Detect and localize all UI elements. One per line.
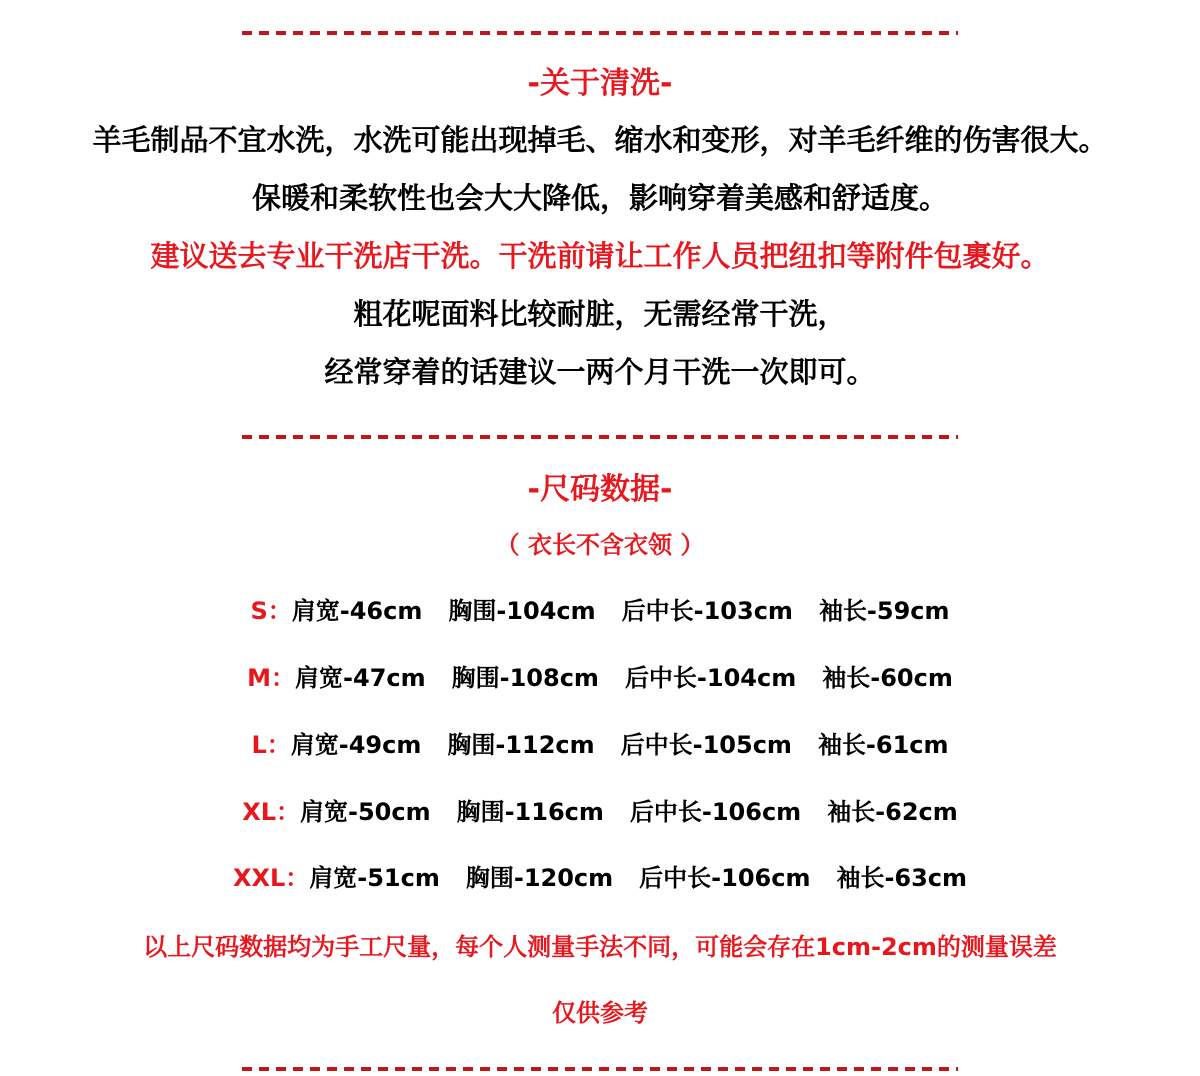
size-label: XXL：	[232, 864, 310, 892]
wash-line-3: 建议送去专业干洗店干洗。干洗前请让工作人员把纽扣等附件包裹好。	[150, 239, 1050, 273]
divider-top	[0, 14, 1200, 40]
reference-note: 仅供参考	[552, 999, 648, 1027]
divider-middle	[0, 418, 1200, 444]
sleeve-value: 袖长-63cm	[836, 864, 968, 892]
size-row-s	[0, 591, 1200, 626]
shoulder-value: 肩宽-49cm	[290, 731, 422, 759]
sleeve-value: 袖长-60cm	[822, 664, 953, 692]
chest-value: 胸围-112cm	[447, 731, 595, 759]
size-row-m	[0, 658, 1200, 693]
length-value: 后中长-104cm	[624, 664, 797, 692]
size-heading: -尺码数据-	[527, 472, 673, 507]
size-label: S：	[250, 597, 292, 625]
shoulder-value: 肩宽-47cm	[295, 664, 426, 692]
length-value: 后中长-106cm	[639, 864, 811, 892]
size-label: L：	[251, 731, 291, 759]
wash-heading: -关于清洗-	[527, 66, 673, 101]
sleeve-value: 袖长-62cm	[827, 798, 958, 826]
shoulder-value: 肩宽-51cm	[309, 864, 440, 892]
wash-line-5: 经常穿着的话建议一两个月干洗一次即可。	[324, 355, 876, 389]
length-value: 后中长-106cm	[629, 798, 802, 826]
chest-value: 胸围-116cm	[456, 798, 604, 826]
shoulder-value: 肩宽-46cm	[291, 597, 423, 625]
sleeve-value: 袖长-61cm	[817, 731, 949, 759]
chest-value: 胸围-108cm	[451, 664, 599, 692]
size-row-l	[0, 725, 1200, 760]
wash-line-1: 羊毛制品不宜水洗，水洗可能出现掉毛、缩水和变形，对羊毛纤维的伤害很大。	[92, 123, 1108, 157]
size-row-xxl	[0, 858, 1200, 893]
sleeve-value: 袖长-59cm	[818, 597, 950, 625]
divider-bottom	[0, 1050, 1200, 1076]
measurement-note: 以上尺码数据均为手工尺量，每个人测量手法不同，可能会存在1cm-2cm的测量误差	[143, 933, 1057, 961]
size-subheading: （ 衣长不含衣领 ）	[495, 531, 705, 559]
chest-value: 胸围-104cm	[448, 597, 596, 625]
chest-value: 胸围-120cm	[465, 864, 614, 892]
wash-line-2: 保暖和柔软性也会大大降低，影响穿着美感和舒适度。	[251, 181, 948, 215]
size-label: M：	[247, 664, 296, 692]
length-value: 后中长-105cm	[620, 731, 792, 759]
wash-line-4: 粗花呢面料比较耐脏，无需经常干洗，	[353, 297, 847, 331]
length-value: 后中长-103cm	[621, 597, 793, 625]
shoulder-value: 肩宽-50cm	[300, 798, 431, 826]
size-label: XL：	[242, 798, 300, 826]
size-row-xl	[0, 792, 1200, 827]
